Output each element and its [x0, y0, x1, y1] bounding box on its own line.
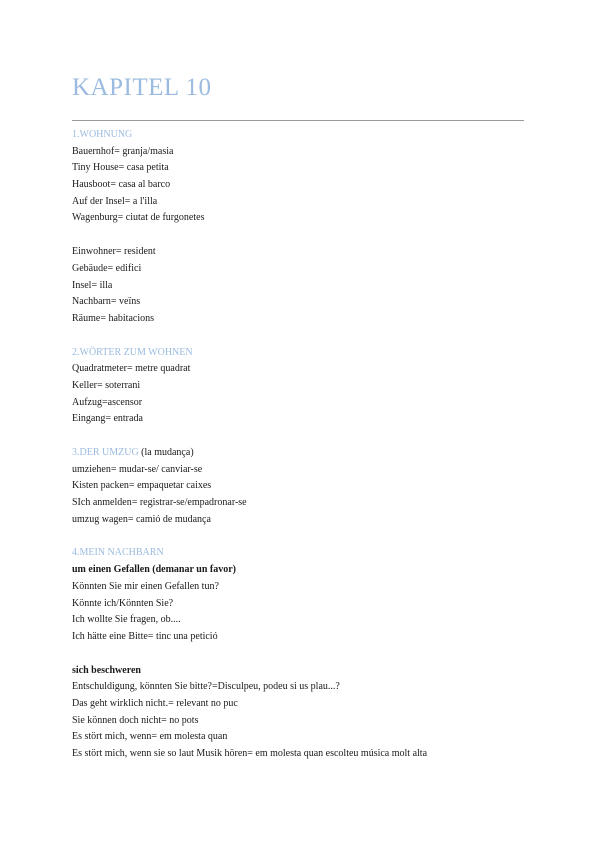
section-heading-translation: (la mudança): [138, 447, 194, 458]
page-title: KAPITEL 10: [72, 74, 212, 101]
vocab-line: Quadratmeter= metre quadrat: [72, 363, 191, 375]
phrase-line: Es stört mich, wenn= em molesta quan: [72, 731, 228, 743]
phrase-line: Es stört mich, wenn sie so laut Musik hören= em molesta quan escolteu música molt alta: [72, 748, 428, 759]
spacer: [72, 428, 528, 445]
vocab-line: Gebäude= edifici: [72, 262, 142, 274]
vocab-line: Aufzug=ascensor: [72, 396, 143, 408]
subsection-title-beschweren: sich beschweren: [72, 664, 141, 676]
vocab-line: Kisten packen= empaquetar caixes: [72, 480, 212, 492]
vocab-line: SIch anmelden= registrar-se/empadronar-se: [72, 497, 247, 509]
phrase-line: Entschuldigung, könnten Sie bitte?=Disculpeu, podeu si us plau...?: [72, 681, 340, 693]
section-heading-mein-nachbarn: 4.MEIN NACHBARN: [72, 547, 164, 559]
spacer: [72, 227, 528, 244]
section-heading-woerter-zum-wohnen: 2.WÖRTER ZUM WOHNEN: [72, 346, 193, 358]
vocab-line: Einwohner= resident: [72, 246, 156, 258]
section-heading-label: 3.DER UMZUG: [72, 447, 139, 458]
spacer: [72, 528, 528, 545]
vocab-line: umzug wagen= camió de mudança: [72, 513, 211, 525]
subsection-title-gefallen: um einen Gefallen (demanar un favor): [72, 564, 236, 576]
title-divider: [72, 120, 524, 121]
vocab-line: Insel= illa: [72, 279, 113, 291]
vocab-line: Auf der Insel= a l'illa: [72, 195, 158, 207]
vocab-line: Tiny House= casa petita: [72, 162, 169, 174]
spacer: [72, 328, 528, 345]
vocab-line: umziehen= mudar-se/ canviar-se: [72, 463, 203, 475]
vocab-line: Keller= soterrani: [72, 379, 141, 391]
section-heading-der-umzug: [72, 445, 528, 462]
vocab-line: Nachbarn= veïns: [72, 296, 141, 308]
phrase-line: Könnte ich/Könnten Sie?: [72, 597, 174, 609]
phrase-line: Ich hätte eine Bitte= tinc una petició: [72, 630, 218, 642]
section-heading-wohnung: 1.WOHNUNG: [72, 129, 133, 140]
vocab-line: Hausboot= casa al barco: [72, 179, 171, 191]
phrase-line: Könnten Sie mir einen Gefallen tun?: [72, 580, 219, 592]
vocab-line: Bauernhof= granja/masia: [72, 145, 174, 157]
spacer: [72, 646, 528, 663]
document-content: [72, 127, 528, 763]
phrase-line: Ich wollte Sie fragen, ob....: [72, 614, 181, 626]
phrase-line: Sie können doch nicht= no pots: [72, 714, 199, 726]
phrase-line: Das geht wirklich nicht.= relevant no puc: [72, 697, 238, 709]
vocab-line: Eingang= entrada: [72, 413, 143, 425]
vocab-line: Räume= habitacions: [72, 312, 155, 324]
vocab-line: Wagenburg= ciutat de furgonetes: [72, 212, 205, 224]
